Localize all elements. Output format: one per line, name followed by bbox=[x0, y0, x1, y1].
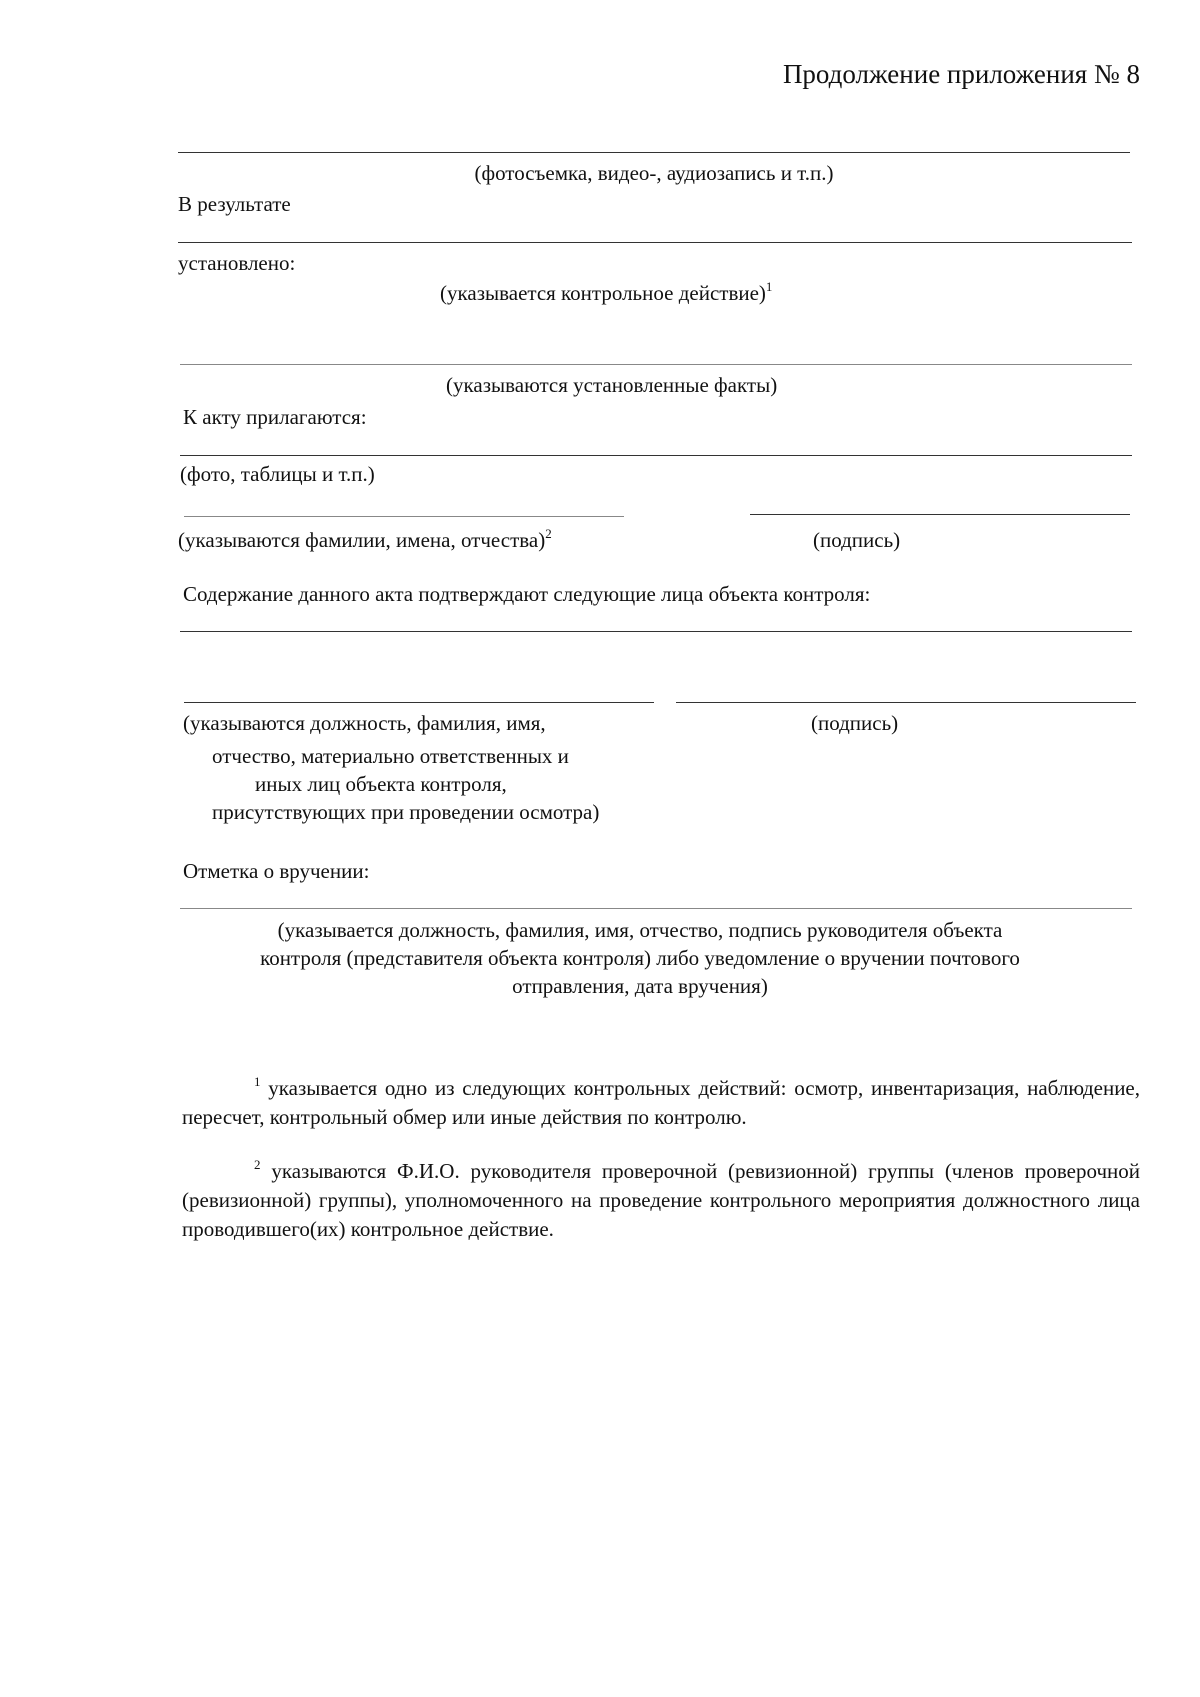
caption-object-signature: (подпись) bbox=[811, 711, 899, 735]
caption-inspector-names: (указываются фамилии, имена, отчества)$^2$ bbox=[178, 526, 552, 552]
blank-line-recording bbox=[178, 152, 1130, 153]
blank-line-inspector-names bbox=[184, 516, 624, 517]
label-result: В результате bbox=[178, 192, 291, 216]
caption-facts: (указываются установленные факты) bbox=[446, 373, 778, 397]
caption-control-action: (указывается контрольное действие)$^1$ bbox=[440, 279, 773, 305]
footnote-ref-2: 2 bbox=[545, 526, 552, 541]
blank-line-result bbox=[178, 242, 1132, 243]
footnote-1 bbox=[182, 1074, 1140, 1132]
label-confirmation: Содержание данного акта подтверждают следующие лица объекта контроля: bbox=[183, 582, 871, 606]
footnote-2-text: указываются Ф.И.О. руководителя проверочной (ревизионной) группы (членов проверочной (ревизионной) группы), уполномоченного на проведение контрольного мероприятия должностного лица проводившего(их) контрольное действие. bbox=[182, 1159, 1140, 1241]
blank-line-object-persons bbox=[184, 702, 654, 703]
caption-object-persons-line3: иных лиц объекта контроля, bbox=[255, 772, 507, 796]
caption-object-persons-line1: (указываются должность, фамилия, имя, bbox=[183, 711, 546, 735]
blank-line-facts bbox=[180, 364, 1132, 365]
caption-recording: (фотосъемка, видео-, аудиозапись и т.п.) bbox=[474, 161, 834, 185]
caption-inspector-signature: (подпись) bbox=[813, 528, 901, 552]
blank-line-inspector-signature bbox=[750, 514, 1130, 515]
caption-delivery-line3: отправления, дата вручения) bbox=[512, 974, 768, 998]
blank-line-attachments bbox=[180, 455, 1132, 456]
caption-delivery-line2: контроля (представителя объекта контроля) либо уведомление о вручении почтового bbox=[260, 946, 1020, 970]
caption-delivery-line1: (указывается должность, фамилия, имя, отчество, подпись руководителя объекта bbox=[277, 918, 1003, 942]
blank-line-confirmation bbox=[180, 631, 1132, 632]
document-header: Продолжение приложения № 8 bbox=[782, 59, 1140, 89]
footnote-1-text: указывается одно из следующих контрольных действий: осмотр, инвентаризация, наблюдение, пересчет, контрольный обмер или иные действия по контролю. bbox=[182, 1076, 1140, 1129]
footnote-2-mark: 2 bbox=[254, 1157, 261, 1172]
blank-line-object-signature bbox=[676, 702, 1136, 703]
caption-attachments: (фото, таблицы и т.п.) bbox=[180, 462, 375, 486]
label-attachments: К акту прилагаются: bbox=[183, 405, 367, 429]
label-established: установлено: bbox=[178, 251, 296, 275]
caption-object-persons-line2: отчество, материально ответственных и bbox=[212, 744, 569, 768]
label-delivery: Отметка о вручении: bbox=[183, 859, 370, 883]
blank-line-delivery bbox=[180, 908, 1132, 909]
caption-object-persons-line4: присутствующих при проведении осмотра) bbox=[212, 800, 600, 824]
footnote-2 bbox=[182, 1157, 1140, 1244]
footnote-ref-1: 1 bbox=[765, 279, 773, 294]
footnote-1-mark: 1 bbox=[254, 1074, 261, 1089]
